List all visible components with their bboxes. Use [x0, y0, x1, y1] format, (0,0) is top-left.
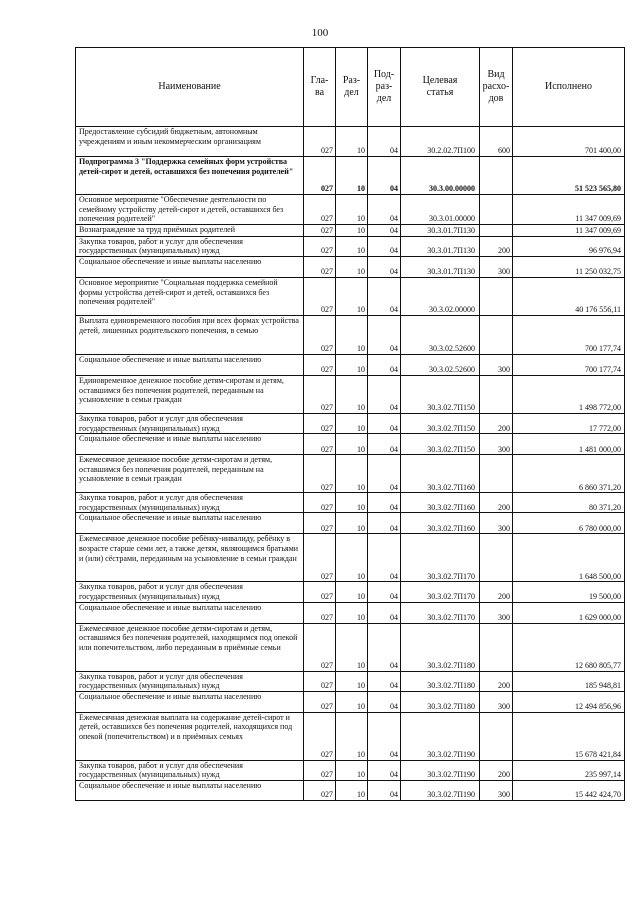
table-row	[76, 315, 625, 354]
cell-kind: 300	[480, 513, 513, 534]
cell-amount: 80 371,20	[513, 493, 625, 513]
cell-target: 30.3.02.7П180	[401, 623, 480, 671]
cell-amount: 15 442 424,70	[513, 780, 625, 800]
cell-section: 10	[336, 256, 368, 277]
cell-name: Основное мероприятие "Социальная поддержка семейной формы устройства детей-сирот и детей, оставшихся без попечения родителей"	[76, 277, 304, 315]
cell-subsection: 04	[368, 315, 401, 354]
cell-section: 10	[336, 760, 368, 780]
cell-target: 30.3.02.7П160	[401, 513, 480, 534]
cell-amount: 6 780 000,00	[513, 513, 625, 534]
cell-subsection: 04	[368, 623, 401, 671]
cell-name: Ежемесячное денежное пособие детям-сиротам и детям, оставшимся без попечения родителей, находящимся под опекой или попечительством, либо переданным в приёмные семьи	[76, 623, 304, 671]
header-section: Раз- дел	[336, 48, 368, 127]
cell-amount: 700 177,74	[513, 354, 625, 375]
cell-name: Социальное обеспечение и иные выплаты населению	[76, 602, 304, 623]
table-row	[76, 157, 625, 195]
cell-amount: 15 678 421,84	[513, 712, 625, 760]
cell-section: 10	[336, 127, 368, 157]
cell-name: Подпрограмма 3 "Поддержка семейных форм устройства детей-сирот и детей, оставшихся без попечения родителей"	[76, 157, 304, 195]
cell-subsection: 04	[368, 780, 401, 800]
budget-execution-table	[75, 47, 625, 801]
cell-subsection: 04	[368, 455, 401, 493]
cell-section: 10	[336, 602, 368, 623]
cell-subsection: 04	[368, 224, 401, 236]
cell-kind	[480, 224, 513, 236]
table-row	[76, 413, 625, 433]
table-header-row	[76, 48, 625, 127]
cell-target: 30.3.02.7П180	[401, 671, 480, 691]
cell-section: 10	[336, 236, 368, 256]
cell-kind: 200	[480, 760, 513, 780]
cell-amount: 12 680 805,77	[513, 623, 625, 671]
cell-subsection: 04	[368, 127, 401, 157]
cell-name: Социальное обеспечение и иные выплаты населению	[76, 691, 304, 712]
header-subsection: Под- раз- дел	[368, 48, 401, 127]
cell-subsection: 04	[368, 277, 401, 315]
cell-chapter: 027	[304, 315, 336, 354]
cell-section: 10	[336, 224, 368, 236]
cell-section: 10	[336, 493, 368, 513]
cell-amount: 40 176 556,11	[513, 277, 625, 315]
cell-chapter: 027	[304, 513, 336, 534]
cell-kind	[480, 534, 513, 582]
cell-subsection: 04	[368, 195, 401, 225]
cell-target: 30.3.02.7П160	[401, 455, 480, 493]
table-row	[76, 195, 625, 225]
cell-kind	[480, 623, 513, 671]
cell-chapter: 027	[304, 354, 336, 375]
cell-chapter: 027	[304, 195, 336, 225]
table-row	[76, 224, 625, 236]
cell-kind: 300	[480, 434, 513, 455]
cell-kind: 300	[480, 354, 513, 375]
cell-chapter: 027	[304, 602, 336, 623]
cell-chapter: 027	[304, 236, 336, 256]
cell-name: Закупка товаров, работ и услуг для обеспечения государственных (муниципальных) нужд	[76, 236, 304, 256]
cell-chapter: 027	[304, 712, 336, 760]
cell-name: Закупка товаров, работ и услуг для обеспечения государственных (муниципальных) нужд	[76, 671, 304, 691]
cell-target: 30.3.02.7П190	[401, 780, 480, 800]
cell-amount: 1 648 500,00	[513, 534, 625, 582]
cell-amount: 17 772,00	[513, 413, 625, 433]
cell-section: 10	[336, 413, 368, 433]
cell-chapter: 027	[304, 780, 336, 800]
cell-name: Единовременное денежное пособие детям-сиротам и детям, оставшимся без попечения родителей, переданным на усыновление в семьи граждан	[76, 375, 304, 413]
cell-name: Закупка товаров, работ и услуг для обеспечения государственных (муниципальных) нужд	[76, 582, 304, 602]
cell-chapter: 027	[304, 224, 336, 236]
cell-section: 10	[336, 534, 368, 582]
cell-name: Социальное обеспечение и иные выплаты населению	[76, 513, 304, 534]
cell-chapter: 027	[304, 277, 336, 315]
cell-amount: 1 498 772,00	[513, 375, 625, 413]
cell-section: 10	[336, 434, 368, 455]
cell-section: 10	[336, 157, 368, 195]
cell-target: 30.3.02.7П150	[401, 434, 480, 455]
cell-chapter: 027	[304, 413, 336, 433]
table-row	[76, 236, 625, 256]
cell-subsection: 04	[368, 236, 401, 256]
cell-subsection: 04	[368, 534, 401, 582]
cell-target: 30.3.02.52600	[401, 354, 480, 375]
cell-section: 10	[336, 315, 368, 354]
cell-name: Социальное обеспечение и иные выплаты населению	[76, 256, 304, 277]
table-row	[76, 127, 625, 157]
cell-amount: 96 976,94	[513, 236, 625, 256]
cell-amount: 1 629 000,00	[513, 602, 625, 623]
cell-kind	[480, 712, 513, 760]
cell-name: Закупка товаров, работ и услуг для обеспечения государственных (муниципальных) нужд	[76, 413, 304, 433]
cell-amount: 701 400,00	[513, 127, 625, 157]
cell-target: 30.3.02.7П170	[401, 602, 480, 623]
cell-name: Социальное обеспечение и иные выплаты населению	[76, 780, 304, 800]
cell-kind	[480, 455, 513, 493]
cell-subsection: 04	[368, 434, 401, 455]
table-row	[76, 256, 625, 277]
cell-section: 10	[336, 691, 368, 712]
table-row	[76, 671, 625, 691]
cell-section: 10	[336, 582, 368, 602]
header-chapter: Гла- ва	[304, 48, 336, 127]
cell-chapter: 027	[304, 434, 336, 455]
cell-subsection: 04	[368, 354, 401, 375]
cell-target: 30.3.02.7П170	[401, 534, 480, 582]
cell-kind	[480, 277, 513, 315]
cell-target: 30.3.02.7П150	[401, 413, 480, 433]
table-row	[76, 623, 625, 671]
cell-target: 30.3.00.00000	[401, 157, 480, 195]
cell-subsection: 04	[368, 513, 401, 534]
table-row	[76, 354, 625, 375]
table-row	[76, 434, 625, 455]
cell-kind: 300	[480, 602, 513, 623]
cell-name: Закупка товаров, работ и услуг для обеспечения государственных (муниципальных) нужд	[76, 760, 304, 780]
header-target: Целевая статья	[401, 48, 480, 127]
cell-subsection: 04	[368, 671, 401, 691]
cell-target: 30.3.02.52600	[401, 315, 480, 354]
cell-amount: 700 177,74	[513, 315, 625, 354]
cell-subsection: 04	[368, 712, 401, 760]
cell-target: 30.3.02.7П150	[401, 375, 480, 413]
cell-section: 10	[336, 780, 368, 800]
cell-name: Закупка товаров, работ и услуг для обеспечения государственных (муниципальных) нужд	[76, 493, 304, 513]
cell-amount: 1 481 000,00	[513, 434, 625, 455]
cell-target: 30.3.02.7П190	[401, 712, 480, 760]
cell-kind	[480, 315, 513, 354]
cell-amount: 11 347 009,69	[513, 195, 625, 225]
cell-kind: 300	[480, 780, 513, 800]
table-row	[76, 602, 625, 623]
header-kind: Вид расхо- дов	[480, 48, 513, 127]
cell-target: 30.3.01.7П130	[401, 224, 480, 236]
cell-amount: 51 523 565,80	[513, 157, 625, 195]
cell-section: 10	[336, 513, 368, 534]
cell-chapter: 027	[304, 157, 336, 195]
cell-target: 30.3.01.7П130	[401, 236, 480, 256]
cell-chapter: 027	[304, 623, 336, 671]
cell-kind: 200	[480, 671, 513, 691]
cell-amount: 11 347 009,69	[513, 224, 625, 236]
cell-amount: 11 250 032,75	[513, 256, 625, 277]
cell-subsection: 04	[368, 256, 401, 277]
cell-amount: 6 860 371,20	[513, 455, 625, 493]
cell-section: 10	[336, 354, 368, 375]
cell-section: 10	[336, 375, 368, 413]
cell-section: 10	[336, 712, 368, 760]
table-row	[76, 493, 625, 513]
cell-kind: 300	[480, 256, 513, 277]
cell-name: Ежемесячное денежное пособие детям-сиротам и детям, оставшимся без попечения родителей, переданным на усыновление в семьи граждан	[76, 455, 304, 493]
cell-kind	[480, 195, 513, 225]
cell-target: 30.3.02.7П190	[401, 760, 480, 780]
cell-name: Выплата единовременного пособия при всех формах устройства детей, лишенных родительского попечения, в семью	[76, 315, 304, 354]
cell-section: 10	[336, 623, 368, 671]
cell-amount: 12 494 856,96	[513, 691, 625, 712]
cell-target: 30.3.02.00000	[401, 277, 480, 315]
cell-chapter: 027	[304, 375, 336, 413]
cell-chapter: 027	[304, 582, 336, 602]
cell-target: 30.3.01.7П130	[401, 256, 480, 277]
cell-section: 10	[336, 455, 368, 493]
cell-name: Основное мероприятие "Обеспечение деятельности по семейному устройству детей-сирот и детей, оставшихся без попечения родителей"	[76, 195, 304, 225]
cell-kind: 300	[480, 691, 513, 712]
cell-subsection: 04	[368, 413, 401, 433]
cell-name: Социальное обеспечение и иные выплаты населению	[76, 434, 304, 455]
table-row	[76, 712, 625, 760]
cell-section: 10	[336, 671, 368, 691]
cell-kind: 200	[480, 413, 513, 433]
cell-subsection: 04	[368, 157, 401, 195]
cell-chapter: 027	[304, 671, 336, 691]
table-row	[76, 375, 625, 413]
table-row	[76, 780, 625, 800]
table-row	[76, 534, 625, 582]
table-row	[76, 277, 625, 315]
cell-target: 30.3.02.7П160	[401, 493, 480, 513]
table-row	[76, 760, 625, 780]
cell-name: Предоставление субсидий бюджетным, автономным учреждениям и иным некоммерческим организациям	[76, 127, 304, 157]
cell-target: 30.3.02.7П170	[401, 582, 480, 602]
cell-target: 30.2.02.7П100	[401, 127, 480, 157]
cell-subsection: 04	[368, 602, 401, 623]
cell-subsection: 04	[368, 691, 401, 712]
table-row	[76, 582, 625, 602]
cell-section: 10	[336, 195, 368, 225]
table-row	[76, 513, 625, 534]
table-row	[76, 691, 625, 712]
cell-subsection: 04	[368, 760, 401, 780]
table-row	[76, 455, 625, 493]
cell-chapter: 027	[304, 760, 336, 780]
cell-amount: 185 948,81	[513, 671, 625, 691]
cell-kind	[480, 375, 513, 413]
cell-amount: 19 500,00	[513, 582, 625, 602]
cell-target: 30.3.01.00000	[401, 195, 480, 225]
cell-name: Социальное обеспечение и иные выплаты населению	[76, 354, 304, 375]
cell-amount: 235 997,14	[513, 760, 625, 780]
cell-chapter: 027	[304, 455, 336, 493]
cell-name: Ежемесячное денежное пособие ребёнку-инвалиду, ребёнку в возрасте старше семи лет, а также детям, являющимся братьями и (или) сёстрами, переданным на усыновление в семьи граждан	[76, 534, 304, 582]
cell-kind	[480, 157, 513, 195]
cell-subsection: 04	[368, 375, 401, 413]
cell-section: 10	[336, 277, 368, 315]
cell-kind: 200	[480, 582, 513, 602]
cell-target: 30.3.02.7П180	[401, 691, 480, 712]
page-number: 100	[311, 27, 329, 39]
cell-chapter: 027	[304, 534, 336, 582]
cell-name: Ежемесячная денежная выплата на содержание детей-сирот и детей, оставшихся без попечения родителей, находящихся под опекой (попечительством) и в приёмных семьях	[76, 712, 304, 760]
header-name: Наименование	[76, 48, 304, 127]
header-amount: Исполнено	[513, 48, 625, 127]
cell-chapter: 027	[304, 256, 336, 277]
cell-subsection: 04	[368, 493, 401, 513]
cell-kind: 200	[480, 493, 513, 513]
cell-kind: 600	[480, 127, 513, 157]
cell-kind: 200	[480, 236, 513, 256]
cell-chapter: 027	[304, 127, 336, 157]
cell-subsection: 04	[368, 582, 401, 602]
cell-name: Вознаграждение за труд приёмных родителей	[76, 224, 304, 236]
cell-chapter: 027	[304, 691, 336, 712]
cell-chapter: 027	[304, 493, 336, 513]
